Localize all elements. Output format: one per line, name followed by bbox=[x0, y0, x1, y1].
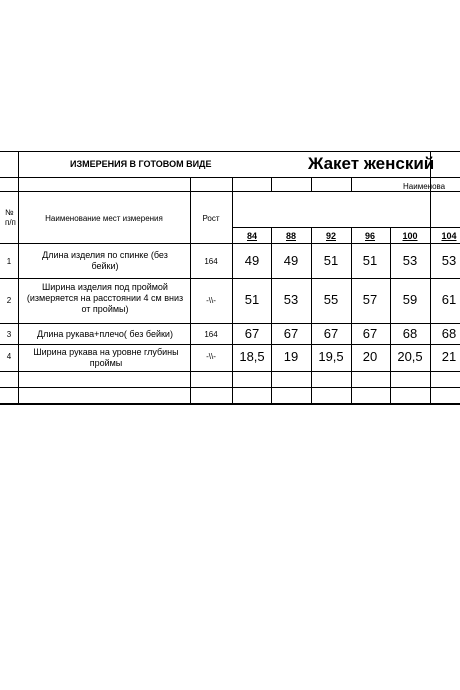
row-value: 55 bbox=[323, 292, 339, 307]
row-value: 49 bbox=[244, 253, 260, 268]
row-value: 61 bbox=[441, 292, 457, 307]
row-value: 57 bbox=[362, 292, 378, 307]
row-value: 53 bbox=[283, 292, 299, 307]
row-value: 51 bbox=[362, 253, 378, 268]
row-value: 67 bbox=[283, 326, 299, 341]
column-divider bbox=[232, 177, 233, 405]
row-divider bbox=[0, 177, 460, 178]
row-number: 2 bbox=[6, 296, 12, 305]
row-divider bbox=[0, 243, 460, 244]
size-table bbox=[0, 151, 460, 406]
row-value: 19 bbox=[283, 349, 299, 364]
height-column-header: Рост bbox=[202, 214, 220, 223]
row-value: 68 bbox=[402, 326, 418, 341]
row-value: 68 bbox=[441, 326, 457, 341]
size-header: 100 bbox=[402, 231, 418, 241]
size-header: 84 bbox=[246, 231, 258, 241]
column-divider bbox=[351, 177, 352, 191]
row-divider bbox=[0, 344, 460, 345]
row-divider bbox=[0, 191, 460, 192]
row-name: Ширина рукава на уровне глубины проймы bbox=[33, 347, 179, 368]
size-header: 104 bbox=[441, 231, 457, 241]
row-value: 67 bbox=[244, 326, 260, 341]
row-height: -\\- bbox=[206, 352, 216, 361]
size-header: 88 bbox=[285, 231, 297, 241]
row-divider bbox=[0, 323, 460, 324]
row-name: Длина рукава+плечо( без бейки) bbox=[37, 329, 173, 339]
row-divider bbox=[0, 371, 460, 372]
name-column-header: Наименование мест измерения bbox=[45, 214, 163, 223]
column-divider bbox=[18, 151, 19, 405]
column-divider bbox=[271, 227, 272, 405]
row-value: 51 bbox=[323, 253, 339, 268]
naming-label: Наименова bbox=[403, 182, 446, 191]
measurements-title: ИЗМЕРЕНИЯ В ГОТОВОМ ВИДЕ bbox=[70, 159, 212, 169]
row-value: 53 bbox=[402, 253, 418, 268]
row-value: 49 bbox=[283, 253, 299, 268]
column-divider bbox=[311, 177, 312, 191]
row-height: 164 bbox=[204, 257, 218, 266]
row-value: 18,5 bbox=[239, 349, 265, 364]
row-divider bbox=[232, 227, 460, 228]
row-divider bbox=[0, 278, 460, 279]
number-column-header: № п/п bbox=[5, 208, 16, 227]
column-divider bbox=[311, 227, 312, 405]
row-value: 21 bbox=[441, 349, 457, 364]
row-value: 67 bbox=[323, 326, 339, 341]
product-title: Жакет женский bbox=[308, 154, 435, 173]
column-divider bbox=[271, 177, 272, 191]
row-number: 4 bbox=[6, 352, 12, 361]
row-name: Длина изделия по спинке (без бейки) bbox=[42, 250, 168, 271]
row-height: -\\- bbox=[206, 296, 216, 305]
row-number: 1 bbox=[6, 257, 12, 266]
row-value: 53 bbox=[441, 253, 457, 268]
row-value: 59 bbox=[402, 292, 418, 307]
column-divider bbox=[351, 227, 352, 405]
size-header: 96 bbox=[364, 231, 376, 241]
row-value: 19,5 bbox=[318, 349, 344, 364]
row-value: 20 bbox=[362, 349, 378, 364]
row-name: Ширина изделия под проймой (измеряется на расстоянии 4 см вниз от проймы) bbox=[26, 282, 184, 314]
row-number: 3 bbox=[6, 330, 12, 339]
table-border-top bbox=[0, 151, 460, 152]
row-value: 51 bbox=[244, 292, 260, 307]
row-divider bbox=[0, 387, 460, 388]
column-divider bbox=[390, 227, 391, 405]
row-value: 20,5 bbox=[397, 349, 423, 364]
table-border-bottom bbox=[0, 403, 460, 405]
row-height: 164 bbox=[204, 330, 218, 339]
column-divider bbox=[190, 177, 191, 405]
row-value: 67 bbox=[362, 326, 378, 341]
size-header: 92 bbox=[325, 231, 337, 241]
